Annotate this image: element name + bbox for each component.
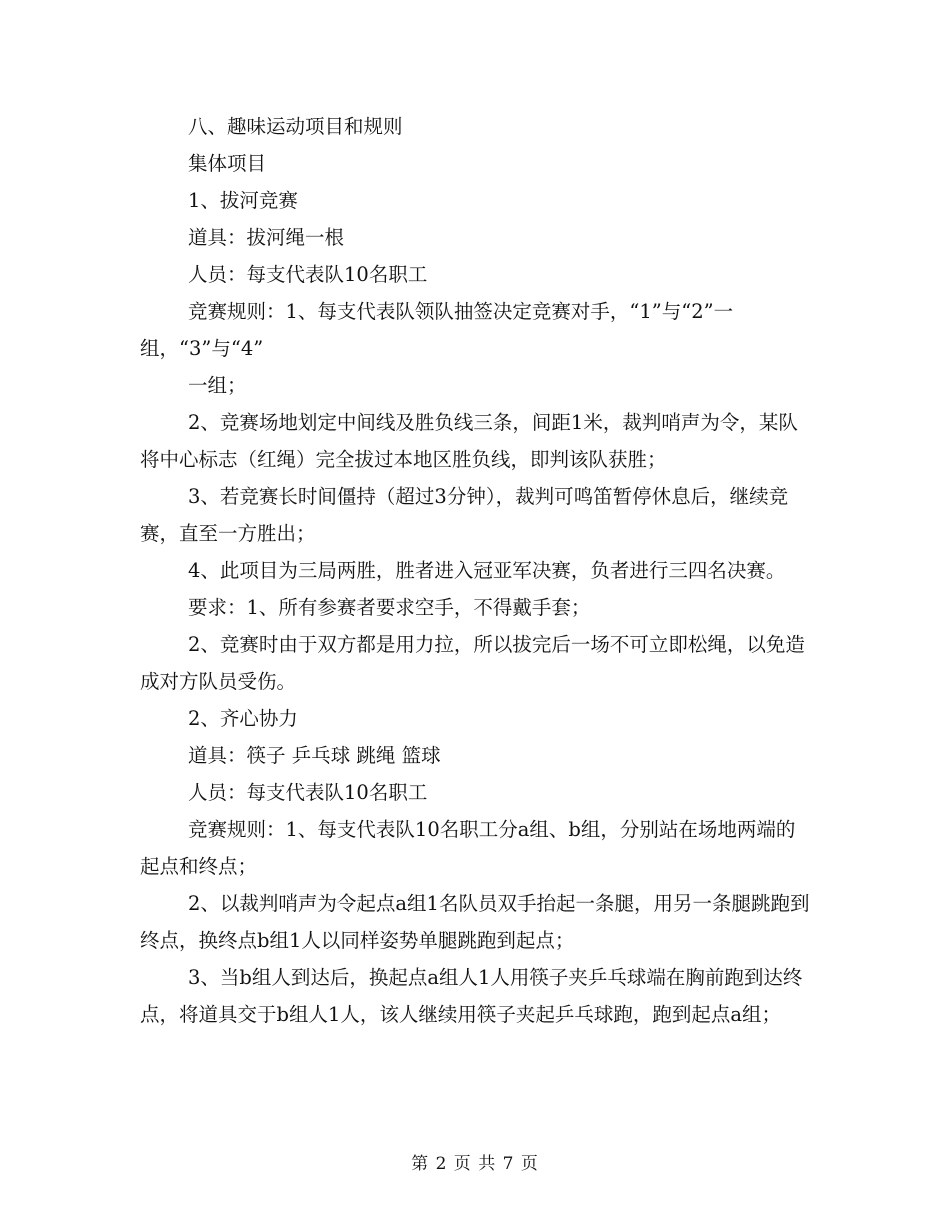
- document-body: [140, 108, 812, 1033]
- rules-paragraph: 2、竞赛场地划定中间线及胜负线三条，间距1米，裁判哨声为令，某队将中心标志（红绳）完全拔过本地区胜负线，即判该队获胜；: [140, 411, 798, 471]
- item-title-tug-of-war: 1、拔河竞赛: [188, 189, 298, 212]
- section-heading: 八、趣味运动项目和规则: [188, 115, 403, 138]
- rules-paragraph: 2、以裁判哨声为令起点a组1名队员双手抬起一条腿，用另一条腿跳跑到终点，换终点b组1人以同样姿势单腿跳跑到起点；: [140, 892, 810, 952]
- rules-paragraph: 竞赛规则：1、每支代表队领队抽签决定竞赛对手，“1”与“2”一组，“3”与“4”: [140, 300, 734, 360]
- personnel-line: 人员：每支代表队10名职工: [188, 263, 428, 286]
- rules-paragraph: 一组；: [188, 374, 247, 397]
- requirements-paragraph: 要求：1、所有参赛者要求空手，不得戴手套；: [188, 596, 591, 619]
- rules-paragraph: 3、若竞赛长时间僵持（超过3分钟），裁判可鸣笛暂停休息后，继续竞赛，直至一方胜出；: [140, 485, 789, 545]
- rules-paragraph: 4、此项目为三局两胜，胜者进入冠亚军决赛，负者进行三四名决赛。: [188, 559, 786, 582]
- props-line: 道具：拔河绳一根: [188, 226, 345, 249]
- item-title-teamwork: 2、齐心协力: [188, 707, 298, 730]
- subsection-heading: 集体项目: [188, 152, 267, 175]
- requirements-paragraph: 2、竞赛时由于双方都是用力拉，所以拔完后一场不可立即松绳，以免造成对方队员受伤。: [140, 633, 805, 693]
- rules-paragraph: 3、当b组人到达后，换起点a组人1人用筷子夹乒乓球端在胸前跑到达终点，将道具交于b组人1人，该人继续用筷子夹起乒乓球跑，跑到起点a组；: [140, 966, 803, 1026]
- props-line: 道具：筷子 乒乓球 跳绳 篮球: [188, 744, 441, 767]
- page-number: 第 2 页 共 7 页: [411, 1154, 539, 1174]
- personnel-line: 人员：每支代表队10名职工: [188, 781, 428, 804]
- rules-paragraph: 竞赛规则：1、每支代表队10名职工分a组、b组，分别站在场地两端的起点和终点；: [140, 818, 796, 878]
